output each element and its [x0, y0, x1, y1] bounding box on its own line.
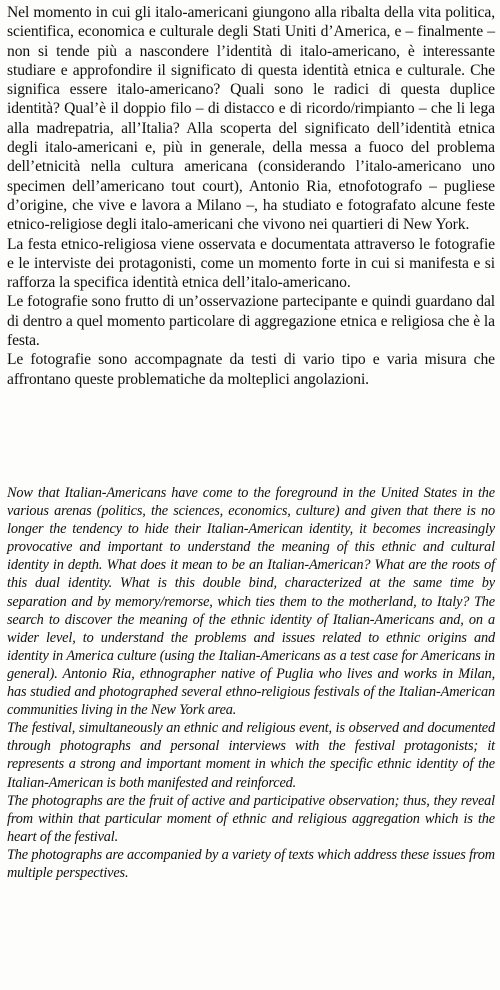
- italian-paragraph-1: Nel momento in cui gli italo-americani giungono alla ribalta della vita politica, scientifica, economica e culturale degli Stati Uniti d’America, e – finalmente – non si tende più a nascondere l’identità di italo-americano, è interessante studiare e approfondire il significato di questa identità etnica e culturale. Che significa essere italo-americano? Quali sono le radici di questa duplice identità? Qual’è il doppio filo – di distacco e di ricordo/rimpianto – che li lega alla madrepatria, all’Italia? Alla scoperta del significato dell’identità etnica degli italo-americani e, più in generale, della messa a fuoco del problema dell’etnicità nella cultura americana (considerando l’italo-americano uno specimen dell’americano tout court), Antonio Ria, etnofotografo – pugliese d’origine, che vive e lavora a Milano –, ha studiato e fotografato alcune feste etnico-religiose degli italo-americani che vivono nei quartieri di New York.: [7, 4, 495, 234]
- italian-paragraph-3: Le fotografie sono frutto di un’osservazione partecipante e quindi guardano dal di dentro a quel momento particolare di aggregazione etnica e religiosa che è la festa.: [7, 293, 495, 350]
- english-paragraph-3: The photographs are the fruit of active and participative observation; thus, they reveal from within that particular moment of ethnic and religious aggregation which is the heart of the festival.: [7, 792, 495, 845]
- italian-paragraph-2: La festa etnico-religiosa viene osservata e documentata attraverso le fotografie e le interviste dei protagonisti, come un momento forte in cui si manifesta e si rafforza la specifica identità etnica dell’italo-americano.: [7, 235, 495, 292]
- italian-text-section: [7, 3, 495, 389]
- english-text-section: [7, 484, 495, 882]
- italian-paragraph-4: Le fotografie sono accompagnate da testi di vario tipo e varia misura che affrontano queste problematiche da molteplici angolazioni.: [7, 351, 495, 388]
- english-paragraph-4: The photographs are accompanied by a variety of texts which address these issues from multiple perspectives.: [7, 846, 495, 881]
- english-paragraph-2: The festival, simultaneously an ethnic and religious event, is observed and documented through photographs and personal interviews with the festival protagonists; it represents a strong and important moment in which the specific ethnic identity of the Italian-American is both manifested and reinforced.: [7, 720, 495, 791]
- english-paragraph-1: Now that Italian-Americans have come to the foreground in the United States in the various arenas (politics, the sciences, economics, culture) and given that there is no longer the tendency to hide their Italian-American identity, it becomes increasingly provocative and important to understand the meaning of this ethnic and cultural identity in depth. What does it mean to be an Italian-American? What are the roots of this dual identity. What is this double bind, characterized at the same time by separation and by memory/remorse, which ties them to the motherland, to Italy? The search to discover the meaning of the ethnic identity of Italian-Americans and, on a wider level, to understand the problems and issues related to ethnic origins and identity in America culture (using the Italian-Americans as a test case for Americans in general). Antonio Ria, ethnographer native of Puglia who lives and works in Milan, has studied and photographed several ethno-religious festivals of the Italian-American communities living in the New York area.: [7, 485, 495, 719]
